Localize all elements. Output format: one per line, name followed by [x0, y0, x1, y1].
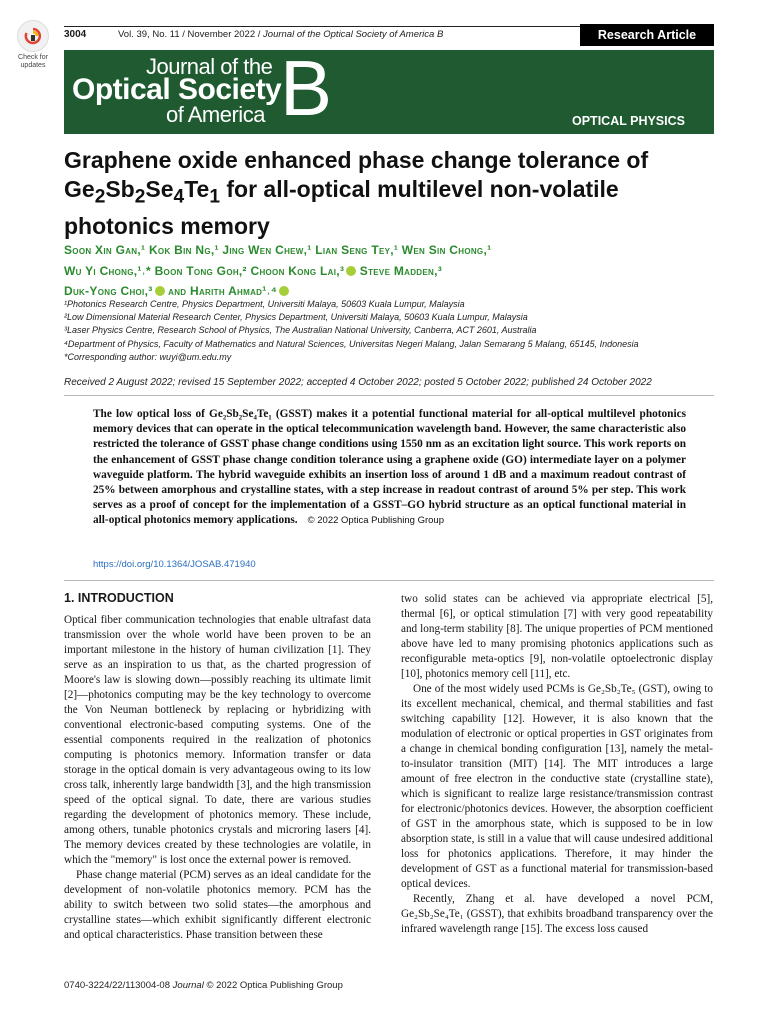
- volume-line: [118, 29, 443, 40]
- abstract-text: The low optical loss of Ge₂Sb₂Se₄Te₁ (GSST) makes it a potential functional material for all-optical multilevel photonics memory devices that can operate in the optical telecommunication wavelength band. However, the same characteristic also restricted the tolerance of GSST phase change conditions using 1550 nm as an excitation light source. This work reports on the enhancement of GSST phase change condition tolerance using a graphene oxide (GO) intermediate layer on a polymer waveguide platform. The hybrid waveguide exhibits an insertion loss of around 1 dB and a maximum readout contrast of 25% between amorphous and crystalline states, with a step increase in readout contrast of around 5% per step. This work serves as a proof of concept for the implementation of a GSST–GO hybrid structure as an optical functional material in all-optical photonics memory applications.: [93, 408, 686, 527]
- paragraph: Optical fiber communication technologies that enable ultrafast data transmission over the whole world have been proven to be an important milestone in the history of human civilization [1]. They serve as an inspiration to us that, as the charted progression of Moore's law is slowing down—possibly reaching its ultimate limit [2]—photonics computing may be the key technology to overcome the Von Neuman bottleneck by replacing or hybridizing with conventional electronic-based computing systems. One of the essential components required in the realization of photonics computing is photonics memory. Information transfer or data storage in the optical domain is very advantageous owing to its low cross talk, inherently large bandwidth [3], and the high transmission speed of the optical signal. To date, there are various studies regarding the development of photonics memory. These include, among others, tunable photonics crystals and microring lasers [4]. The memory devices created by these technologies are volatile, in which the "memory" is lost once the external power is removed.: [64, 614, 371, 866]
- page-number: 3004: [64, 29, 87, 40]
- orcid-icon[interactable]: [346, 266, 356, 276]
- footer-journal: Journal: [172, 980, 204, 991]
- author-text: Duk-Yong Choi,³: [64, 284, 153, 298]
- title-text-tail: for all-optical multilevel non-volatile photonics memory: [64, 176, 619, 239]
- abstract-copyright: © 2022 Optica Publishing Group: [307, 515, 444, 527]
- article-type-label: Research Article: [580, 24, 714, 46]
- affiliation: ²Low Dimensional Material Research Center, Physics Department, Universiti Malaya, 50603 Kuala Lumpur, Malaysia: [64, 312, 528, 323]
- publication-dates: Received 2 August 2022; revised 15 September 2022; accepted 4 October 2022; posted 5 October 2022; published 24 October 2022: [64, 377, 652, 388]
- title-text: Graphene oxide enhanced phase change tolerance of Ge: [64, 147, 649, 202]
- divider: [64, 395, 714, 396]
- author-list: [64, 240, 714, 302]
- affiliation: ⁴Department of Physics, Faculty of Mathematics and Natural Sciences, Universitas Negeri Malang, Jalan Semarang 5 Malang, 65145, Indonesia: [64, 338, 639, 349]
- corresponding-author: *Corresponding author: wuyi@um.edu.my: [64, 351, 232, 362]
- check-for-updates-icon: [17, 20, 49, 52]
- section-heading: 1. INTRODUCTION: [64, 591, 174, 605]
- paragraph: Recently, Zhang et al. have developed a novel PCM, Ge₂Sb₂Se₄Te₁ (GSST), that exhibits broadband transparency over the infrared wavelength range [15]. The excess loss caused: [401, 893, 713, 935]
- doi-link[interactable]: https://doi.org/10.1364/JOSAB.471940: [93, 559, 256, 570]
- page-footer: [64, 980, 343, 991]
- footer-copyright: © 2022 Optica Publishing Group: [203, 980, 343, 991]
- check-for-updates-badge[interactable]: [12, 20, 54, 70]
- journal-logo-line1: Journal of the: [146, 54, 273, 79]
- author-text: Steve Madden,³: [356, 263, 443, 278]
- orcid-icon[interactable]: [155, 286, 165, 296]
- journal-logo-line2: Optical Society: [72, 73, 282, 106]
- journal-logo-letter: B: [280, 44, 333, 132]
- affiliation: ¹Photonics Research Centre, Physics Department, Universiti Malaya, 50603 Kuala Lumpur, Malaysia: [64, 299, 465, 309]
- affiliations: [64, 298, 714, 364]
- journal-name: Journal of the Optical Society of America B: [263, 29, 444, 40]
- section-label: OPTICAL PHYSICS: [572, 114, 685, 128]
- orcid-icon[interactable]: [279, 286, 289, 296]
- author-text: Wu Yi Chong,¹˒* Boon Tong Goh,² Choon Kong Lai,³: [64, 263, 345, 278]
- author-line: [64, 261, 714, 282]
- affiliation: ³Laser Physics Centre, Research School of Physics, The Australian National University, Canberra, ACT 2601, Australia: [64, 325, 537, 336]
- paragraph: One of the most widely used PCMs is Ge₂Sb₂Te₅ (GST), owing to its excellent mechanical, chemical, and thermal stabilities and fast switching capability [12]. However, it is also known that the modulation of electronic or optical properties in GST originates from a change in chemical bonding configuration [13], namely the metal-to-insulator transition (MIT) [14]. The MIT introduces a large amount of free electron in the conductive state (crystalline state), which is significant to realize large resistance/transmission contrast for electronic/photonics devices. However, the absorption coefficient of GST in the amorphous state, which is supposed to be in low absorption state, is still in a value that will cause undesired additional loss for photonics applications. Therefore, it may hinder the development of GST as a functional material for transmission-based optical devices.: [401, 683, 713, 890]
- paragraph: Phase change material (PCM) serves as an ideal candidate for the development of non-volatile photonics memory. PCM has the ability to switch between two solid states—the amorphous and crystalline states—which exhibit significantly different electronic and optical characteristics. Phase transition between these: [64, 869, 371, 941]
- author-text: and Harith Ahmad¹˒⁴: [164, 284, 278, 298]
- body-column-right: [401, 592, 713, 937]
- check-for-updates-label: Check for updates: [18, 54, 48, 69]
- body-column-left: [64, 613, 371, 943]
- paragraph: two solid states can be achieved via appropriate electrical [5], thermal [6], or optical stimulation [7] with very good repeatability and long-term stability [8]. The unique properties of PCM mentioned above have led to many promising photonics applications such as reconfigurable meta-optics [9], non-volatile optoelectronic display [10], photonics memory cell [11], etc.: [401, 593, 713, 680]
- volume-text: Vol. 39, No. 11 / November 2022 /: [118, 29, 264, 40]
- journal-logo-line3: of America: [166, 102, 265, 127]
- footer-code: 0740-3224/22/113004-08: [64, 980, 173, 991]
- divider: [64, 580, 714, 581]
- author-line: Soon Xin Gan,¹ Kok Bin Ng,¹ Jing Wen Chew,¹ Lian Seng Tey,¹ Wen Sin Chong,¹: [64, 243, 492, 257]
- article-title: Graphene oxide enhanced phase change tolerance of $Ge_2Sb_2Se_4Te_1$ for all-optical multilevel non-volatile photonics memory: [64, 147, 649, 239]
- abstract: [93, 407, 686, 529]
